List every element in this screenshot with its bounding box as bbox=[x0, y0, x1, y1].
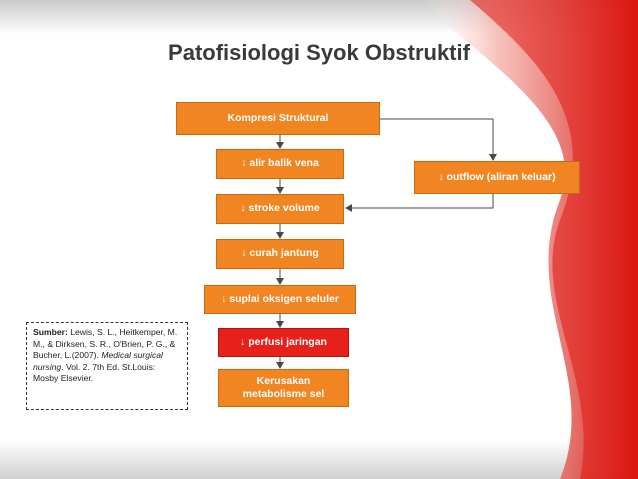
kerusakan-line1: Kerusakan bbox=[256, 374, 311, 387]
connector-outflow-stroke bbox=[346, 194, 493, 208]
box-outflow: ↓ outflow (aliran keluar) bbox=[414, 161, 580, 194]
box-kompresi-struktural: Kompresi Struktural bbox=[176, 102, 380, 135]
source-reference bbox=[26, 322, 188, 410]
box-curah-jantung: ↓ curah jantung bbox=[216, 239, 344, 269]
connector-kompresi-outflow bbox=[380, 119, 493, 160]
box-perfusi-jaringan: ↓ perfusi jaringan bbox=[218, 328, 349, 357]
slide-title: Patofisiologi Syok Obstruktif bbox=[168, 40, 470, 65]
source-authors: Lewis, S. L., Heitkemper, M. M., & Dirksen, S. R., O'Brien, P. G., & Bucher, L.(2007). bbox=[33, 327, 178, 361]
box-suplai-oksigen: ↓ suplai oksigen seluler bbox=[204, 285, 356, 314]
box-kerusakan-metabolisme bbox=[218, 369, 349, 407]
source-publication: . Vol. 2. 7th Ed. St.Louis: Mosby Elsevier. bbox=[33, 361, 156, 384]
box-stroke-volume: ↓ stroke volume bbox=[216, 194, 344, 224]
source-book-title: Medical surgical nursing bbox=[33, 350, 163, 372]
source-label: Sumber: bbox=[33, 327, 68, 337]
box-alir-balik-vena: ↓ alir balik vena bbox=[216, 149, 344, 179]
kerusakan-line2: metabolisme sel bbox=[242, 388, 325, 400]
